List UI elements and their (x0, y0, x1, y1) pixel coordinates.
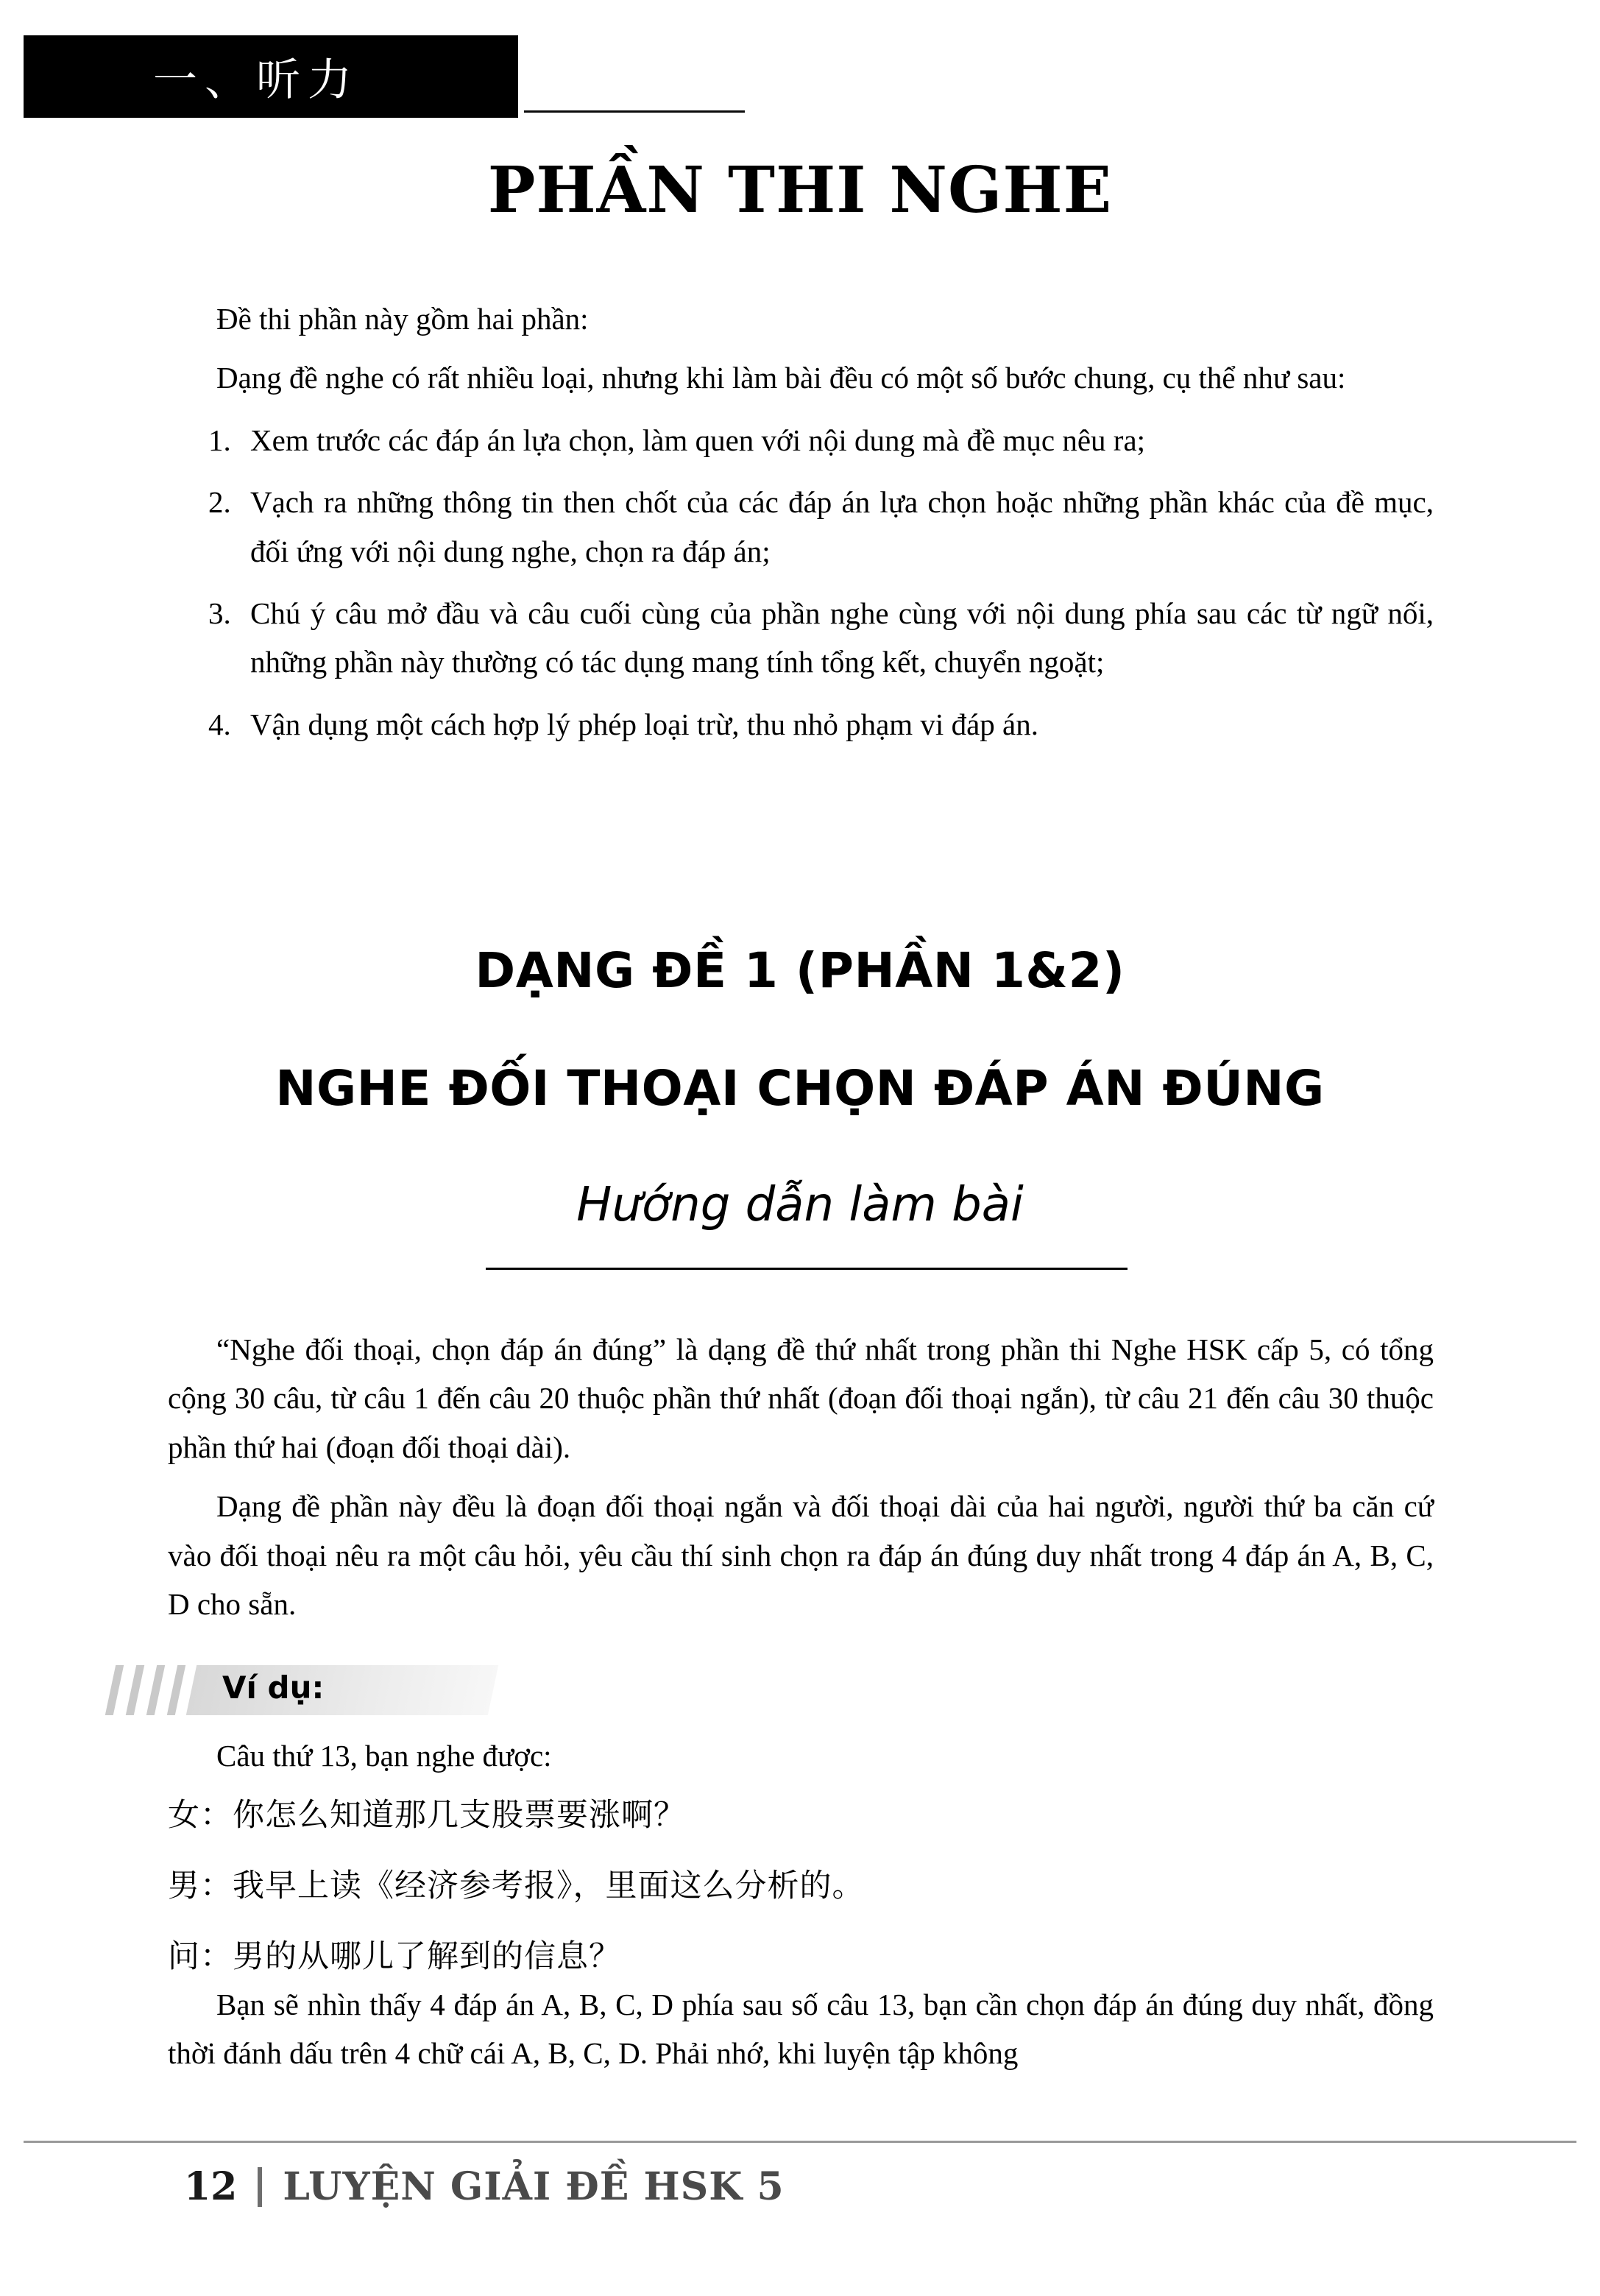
banner-stripe-icon (167, 1665, 185, 1715)
guide-heading: Hướng dẫn làm bài (576, 1178, 1024, 1232)
dialogue-line: 男：我早上读《经济参考报》，里面这么分析的。 (168, 1868, 865, 1905)
intro-block (168, 294, 1434, 762)
section-paragraph-2: Dạng đề phần này đều là đoạn đối thoại ngắn và đối thoại dài của hai người, người thứ ba căn cứ vào đối thoại nêu ra một câu hỏi, yêu cầu thí sinh chọn ra đáp án đúng duy nhất trong 4 đáp án A, B, C, D cho sẵn. (168, 1489, 1434, 1622)
dialogue-line: 问：男的从哪儿了解到的信息？ (168, 1938, 621, 1975)
guide-heading-underline (486, 1268, 1128, 1270)
section-body (168, 1325, 1434, 1639)
example-closing-block (168, 1980, 1434, 2088)
list-item: 4. Vận dụng một cách hợp lý phép loại trừ, thu nhỏ phạm vi đáp án. (238, 700, 1434, 749)
example-block (168, 1731, 1434, 2002)
example-banner (110, 1665, 493, 1715)
banner-stripe-icon (126, 1665, 144, 1715)
steps-list (168, 416, 1434, 749)
page-number: 12 (184, 2164, 238, 2209)
section-paragraph-1: “Nghe đối thoại, chọn đáp án đúng” là dạng đề thứ nhất trong phần thi Nghe HSK cấp 5, có tổng cộng 30 câu, từ câu 1 đến câu 20 thuộc phần thứ nhất (đoạn đối thoại ngắn), từ câu 21 đến câu 30 thuộc phần thứ hai (đoạn đối thoại dài). (168, 1332, 1434, 1464)
header-rule (524, 110, 745, 113)
intro-paragraph-1: Đề thi phần này gồm hai phần: (216, 302, 589, 336)
footer (184, 2164, 785, 2209)
section-heading-2: NGHE ĐỐI THOẠI CHỌN ĐÁP ÁN ĐÚNG (275, 1060, 1325, 1117)
example-intro: Câu thứ 13, bạn nghe được: (216, 1739, 552, 1773)
example-banner-label: Ví dụ: (222, 1670, 325, 1706)
list-item: 3. Chú ý câu mở đầu và câu cuối cùng của phần nghe cùng với nội dung phía sau các từ ngữ nối, những phần này thường có tác dụng mang tính tổng kết, chuyển ngoặt; (238, 589, 1434, 687)
book-title: LUYỆN GIẢI ĐỀ HSK 5 (283, 2164, 785, 2209)
banner-stripe-icon (105, 1665, 124, 1715)
chapter-tab-label: 一、听力 (153, 54, 359, 106)
dialogue-line: 女：你怎么知道那几支股票要涨啊？ (168, 1797, 686, 1834)
footer-divider (258, 2167, 262, 2207)
chapter-tab (24, 35, 518, 118)
example-closing-paragraph: Bạn sẽ nhìn thấy 4 đáp án A, B, C, D phía sau số câu 13, bạn cần chọn đáp án đúng duy nhất, đồng thời đánh dấu trên 4 chữ cái A, B, C, D. Phải nhớ, khi luyện tập không (168, 1988, 1434, 2071)
section-heading-1: DẠNG ĐỀ 1 (PHẦN 1&2) (475, 942, 1125, 999)
list-item: 1. Xem trước các đáp án lựa chọn, làm quen với nội dung mà đề mục nêu ra; (238, 416, 1434, 465)
page-title: PHẦN THI NGHE (487, 153, 1113, 227)
footer-rule (24, 2141, 1576, 2143)
intro-paragraph-2: Dạng đề nghe có rất nhiều loại, nhưng khi làm bài đều có một số bước chung, cụ thể như sau: (216, 361, 1346, 395)
list-item: 2. Vạch ra những thông tin then chốt của các đáp án lựa chọn hoặc những phần khác của đề mục, đối ứng với nội dung nghe, chọn ra đáp án; (238, 478, 1434, 576)
banner-stripe-icon (146, 1665, 165, 1715)
